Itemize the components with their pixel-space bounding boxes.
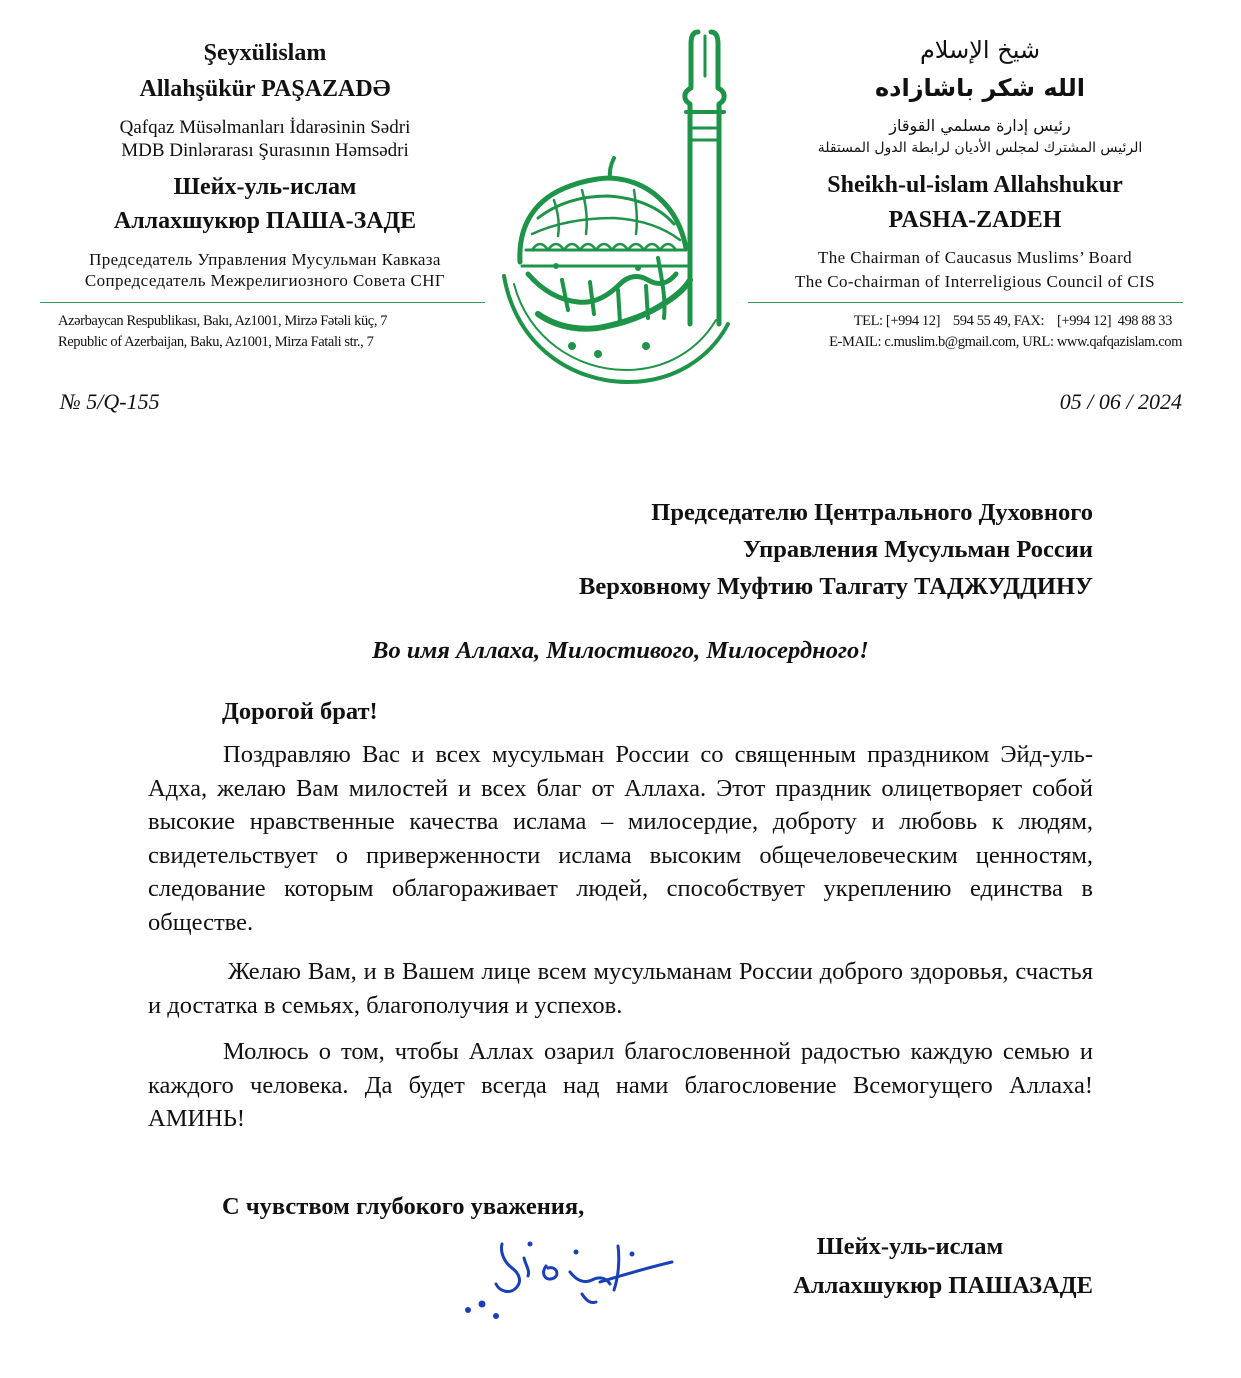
az-role-2: MDB Dinlərarası Şurasının Həmsədri	[121, 140, 409, 161]
en-name-2: PASHA-ZADEH	[888, 207, 1062, 233]
recipient-line-1: Председателю Центрального Духовного	[651, 499, 1093, 526]
az-name: Allahşükür PAŞAZADƏ	[139, 76, 391, 102]
ru-name: Аллахшукюр ПАША-ЗАДЕ	[113, 208, 417, 234]
greeting: Дорогой брат!	[222, 698, 378, 725]
paragraph-1-text: Поздравляю Вас и всех мусульман России со священным праздником Эйд-уль-Адха, желаю Вам милостей и всех благ от Аллаха. Этот праздник олицетворяет собой высокие нравственные качества ислама – милосердие, доброту и любовь к людям, свидетельствует о приверженности ислама высоким общечеловеческим ценностям, следование которым облагораживает людей, способствует укреплению единства в обществе.	[148, 741, 1093, 936]
signatory-title: Шейх-уль-ислам	[816, 1233, 1004, 1260]
recipient-line-2: Управления Мусульман России	[743, 536, 1093, 563]
paragraph-3-text: Молюсь о том, чтобы Аллах озарил благословенной радостью каждую семью и каждого человека. Да будет всегда над нами благословение Всемогущего Аллаха! АМИНЬ!	[148, 1038, 1093, 1132]
basmala: Во имя Аллаха, Милостивого, Милосердного!	[372, 637, 869, 664]
recipient-line-3: Верховному Муфтию Талгату ТАДЖУДДИНУ	[578, 573, 1093, 600]
paragraph-2	[148, 955, 1093, 1022]
ru-title: Шейх-уль-ислам	[173, 174, 357, 200]
address-en: Republic of Azerbaijan, Baku, Az1001, Mirza Fatali str., 7	[58, 334, 374, 350]
en-role-1: The Chairman of Caucasus Muslims’ Board	[817, 248, 1133, 267]
en-name-1: Sheikh-ul-islam Allahshukur	[827, 172, 1123, 198]
document-date: 05 / 06 / 2024	[1059, 389, 1182, 414]
paragraph-2-text: Желаю Вам, и в Вашем лице всем мусульманам России доброго здоровья, счастья и достатка в семьях, благополучия и успехов.	[148, 958, 1093, 1019]
ar-role-2: الرئيس المشترك لمجلس الأديان لرابطة الدول المستقلة	[817, 140, 1143, 156]
ar-title: شيخ الإسلام	[919, 36, 1041, 64]
en-role-2: The Co-chairman of Interreligious Council of CIS	[794, 272, 1156, 291]
emblem-logo	[498, 28, 748, 388]
signature-icon	[450, 1232, 690, 1332]
ru-role-1: Председатель Управления Мусульман Кавказа	[89, 250, 441, 269]
contact-phone: TEL: [+994 12] 594 55 49, FAX: [+994 12] 498 88 33	[853, 313, 1172, 329]
document-number: № 5/Q-155	[60, 389, 160, 414]
az-role-1: Qafqaz Müsəlmanları İdarəsinin Sədri	[119, 117, 411, 138]
right-header-rule	[748, 302, 1183, 303]
left-header-rule	[40, 302, 485, 303]
ar-role-1: رئيس إدارة مسلمي القوقاز	[889, 116, 1071, 135]
signatory-name: Аллахшукюр ПАШАЗАДЕ	[793, 1272, 1093, 1299]
closing: С чувством глубокого уважения,	[222, 1193, 585, 1220]
paragraph-1	[148, 738, 1093, 939]
az-title: Şeyxülislam	[203, 40, 327, 66]
ar-name: الله شكر باشازاده	[875, 74, 1085, 102]
paragraph-3	[148, 1035, 1093, 1136]
ru-role-2: Сопредседатель Межрелигиозного Совета СНГ	[84, 271, 446, 290]
contact-web: E-MAIL: c.muslim.b@gmail.com, URL: www.qafqazislam.com	[829, 334, 1182, 350]
address-az: Azərbaycan Respublikası, Bakı, Az1001, Mirzə Fətəli küç, 7	[58, 313, 388, 329]
